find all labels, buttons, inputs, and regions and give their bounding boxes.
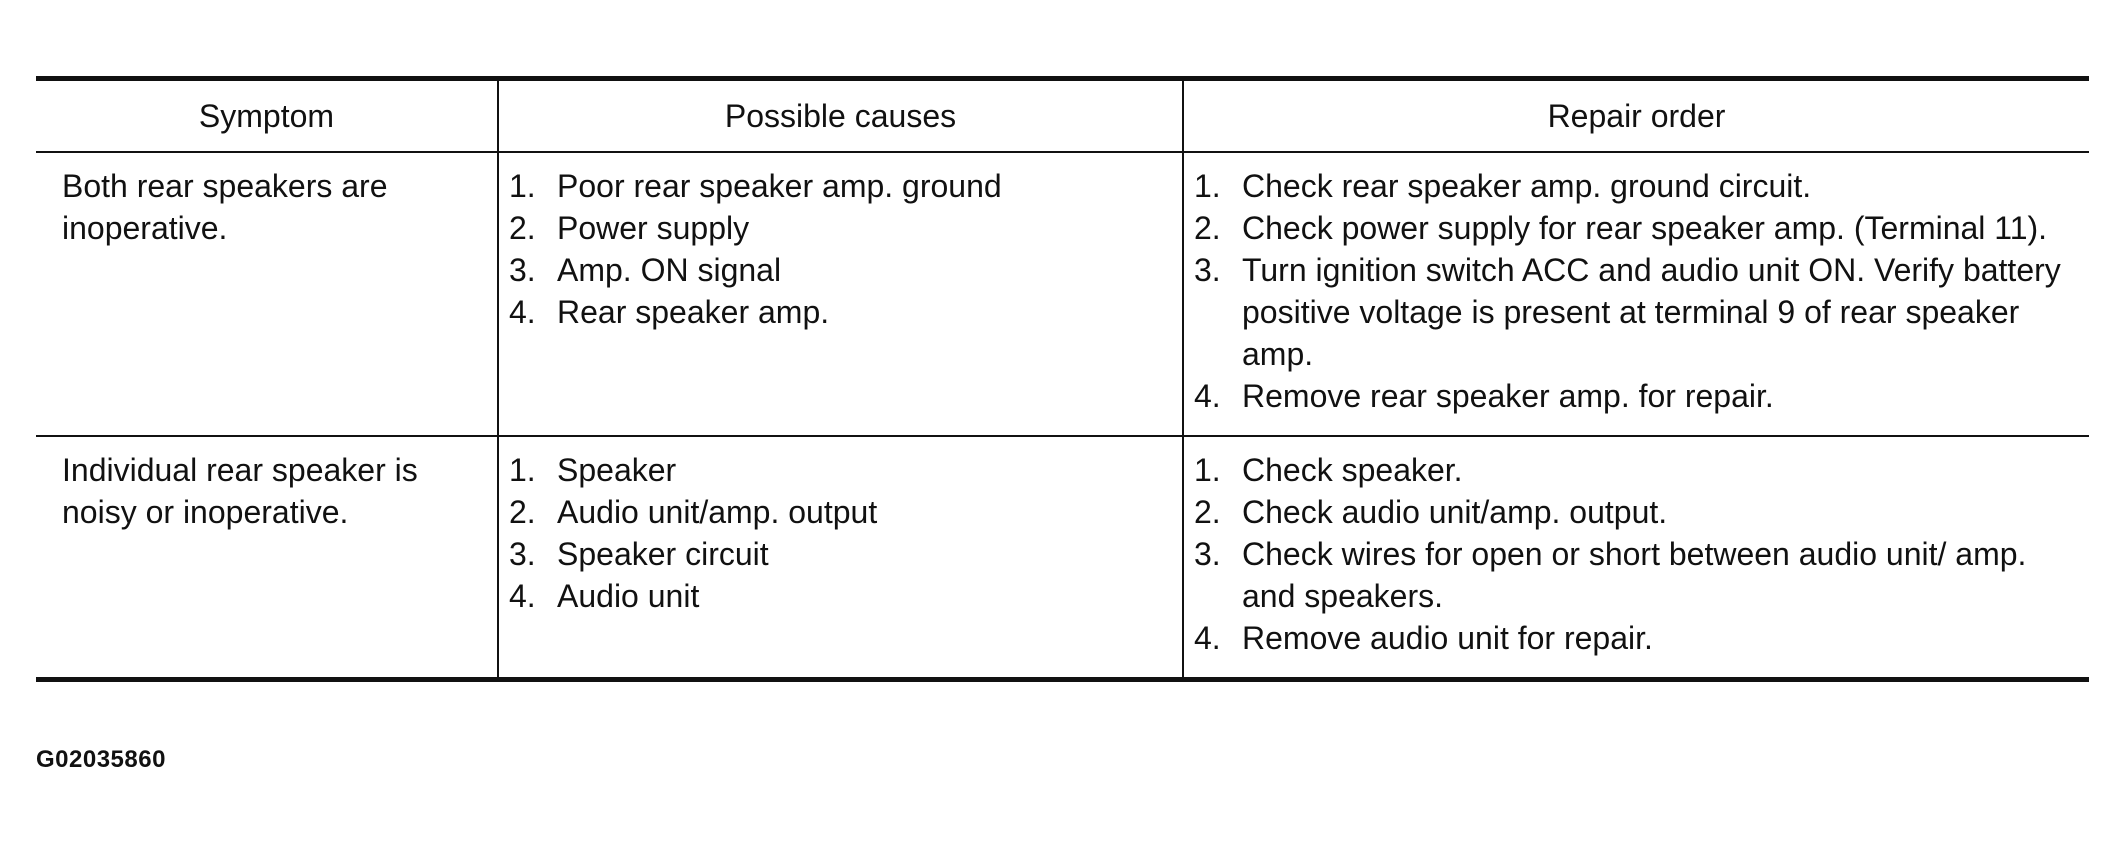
cause-item bbox=[509, 533, 1162, 575]
repair-text: Turn ignition switch ACC and audio unit ON. Verify battery positive voltage is present at terminal 9 of rear speaker amp. bbox=[1242, 252, 2061, 372]
table-row bbox=[36, 436, 2089, 680]
repair-number: 2. bbox=[1194, 494, 1221, 530]
symptom-cell: Individual rear speaker is noisy or inoperative. bbox=[36, 436, 498, 680]
diagnosis-table bbox=[36, 76, 2089, 682]
cause-text: Rear speaker amp. bbox=[557, 294, 830, 330]
cause-number: 1. bbox=[509, 452, 536, 488]
cause-item bbox=[509, 249, 1162, 291]
causes-list bbox=[509, 449, 1162, 617]
symptom-cell: Both rear speakers are inoperative. bbox=[36, 152, 498, 436]
causes-list bbox=[509, 165, 1162, 333]
table-row bbox=[36, 152, 2089, 436]
repair-number: 3. bbox=[1194, 536, 1221, 572]
cause-text: Audio unit bbox=[557, 578, 700, 614]
causes-cell bbox=[498, 152, 1183, 436]
cause-text: Speaker bbox=[557, 452, 677, 488]
cause-number: 3. bbox=[509, 536, 536, 572]
cause-number: 4. bbox=[509, 578, 536, 614]
repair-item bbox=[1194, 617, 2069, 659]
repair-text: Check rear speaker amp. ground circuit. bbox=[1242, 168, 1812, 204]
repair-number: 3. bbox=[1194, 252, 1221, 288]
cause-item bbox=[509, 207, 1162, 249]
repair-item bbox=[1194, 249, 2069, 375]
cause-item bbox=[509, 575, 1162, 617]
repair-order-cell bbox=[1183, 436, 2089, 680]
cause-number: 2. bbox=[509, 210, 536, 246]
repair-item bbox=[1194, 533, 2069, 617]
header-symptom: Symptom bbox=[36, 79, 498, 153]
cause-item bbox=[509, 165, 1162, 207]
cause-number: 1. bbox=[509, 168, 536, 204]
repair-number: 2. bbox=[1194, 210, 1221, 246]
table-header-row bbox=[36, 79, 2089, 153]
repair-text: Remove rear speaker amp. for repair. bbox=[1242, 378, 1774, 414]
cause-text: Amp. ON signal bbox=[557, 252, 782, 288]
repair-text: Check power supply for rear speaker amp. (Terminal 11). bbox=[1242, 210, 2048, 246]
repair-text: Check wires for open or short between audio unit/ amp. and speakers. bbox=[1242, 536, 2027, 614]
cause-text: Power supply bbox=[557, 210, 750, 246]
repair-number: 1. bbox=[1194, 452, 1221, 488]
cause-number: 3. bbox=[509, 252, 536, 288]
repair-list bbox=[1194, 449, 2069, 659]
repair-number: 1. bbox=[1194, 168, 1221, 204]
cause-text: Speaker circuit bbox=[557, 536, 769, 572]
repair-item bbox=[1194, 491, 2069, 533]
header-repair-order: Repair order bbox=[1183, 79, 2089, 153]
repair-list bbox=[1194, 165, 2069, 417]
cause-item bbox=[509, 449, 1162, 491]
figure-code: G02035860 bbox=[36, 746, 166, 773]
repair-text: Check speaker. bbox=[1242, 452, 1463, 488]
cause-text: Audio unit/amp. output bbox=[557, 494, 878, 530]
cause-item bbox=[509, 491, 1162, 533]
cause-number: 2. bbox=[509, 494, 536, 530]
repair-item bbox=[1194, 375, 2069, 417]
repair-text: Check audio unit/amp. output. bbox=[1242, 494, 1668, 530]
cause-text: Poor rear speaker amp. ground bbox=[557, 168, 1002, 204]
cause-number: 4. bbox=[509, 294, 536, 330]
cause-item bbox=[509, 291, 1162, 333]
repair-item bbox=[1194, 165, 2069, 207]
repair-text: Remove audio unit for repair. bbox=[1242, 620, 1653, 656]
repair-number: 4. bbox=[1194, 378, 1221, 414]
repair-order-cell bbox=[1183, 152, 2089, 436]
header-possible-causes: Possible causes bbox=[498, 79, 1183, 153]
causes-cell bbox=[498, 436, 1183, 680]
repair-item bbox=[1194, 207, 2069, 249]
repair-item bbox=[1194, 449, 2069, 491]
repair-number: 4. bbox=[1194, 620, 1221, 656]
